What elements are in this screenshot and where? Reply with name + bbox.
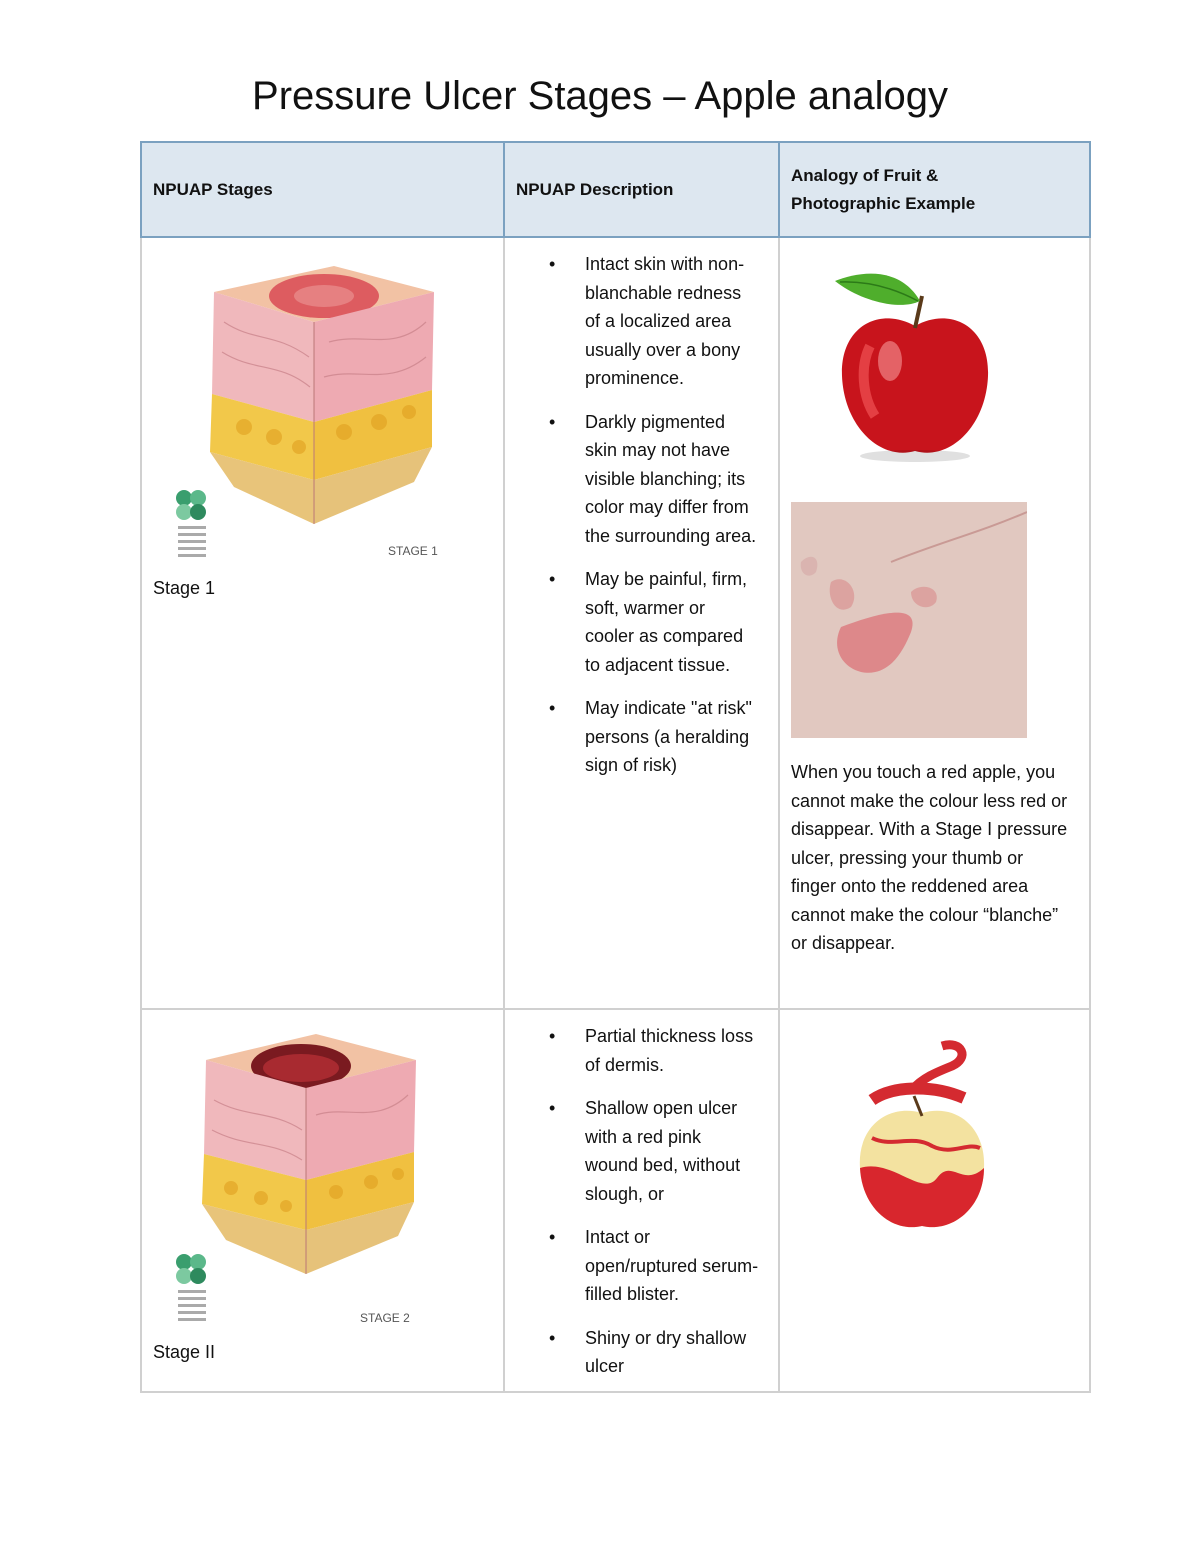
red-apple-photo [830, 266, 1000, 466]
analogy-cell [779, 237, 1090, 1009]
stage-label: Stage 1 [153, 578, 216, 598]
analogy-cell [779, 1009, 1090, 1392]
list-item: • Intact or open/ruptured serum-filled blister. [505, 1223, 767, 1309]
header-analogy [779, 142, 1090, 237]
list-item: • Partial thickness loss of dermis. [505, 1022, 767, 1079]
stage1-skin-photo [791, 502, 1027, 738]
header-analogy-text: Analogy of Fruit & Photographic Example [791, 165, 976, 213]
list-item: • Shiny or dry shallow ulcer [505, 1324, 767, 1381]
stage-cell [141, 1009, 504, 1392]
description-cell [504, 1009, 779, 1392]
pressure-ulcer-table [140, 141, 1091, 1393]
description-list [505, 1022, 767, 1396]
diagram-caption-stage1: STAGE 1 [388, 544, 438, 558]
analogy-text: When you touch a red apple, you cannot make the colour less red or disappear. With a Stage I pressure ulcer, pressing your thumb or finger onto the reddened area cannot make the colour “blanche” or disappear. [791, 762, 1068, 953]
header-npuap-stages: NPUAP Stages [141, 142, 504, 237]
description-list [505, 250, 767, 795]
page-title: Pressure Ulcer Stages – Apple analogy [252, 74, 948, 118]
description-cell [504, 237, 779, 1009]
diagram-caption-stage2: STAGE 2 [360, 1311, 410, 1325]
list-item: • Intact skin with non-blanchable redness of a localized area usually over a bony prominence. [505, 250, 767, 393]
header-npuap-description: NPUAP Description [504, 142, 779, 237]
list-item: • May indicate "at risk" persons (a heralding sign of risk) [505, 694, 767, 780]
list-item: • May be painful, firm, soft, warmer or cooler as compared to adjacent tissue. [505, 565, 767, 679]
list-item: • Shallow open ulcer with a red pink wound bed, without slough, or [505, 1094, 767, 1208]
list-item: • Darkly pigmented skin may not have visible blanching; its color may differ from the surrounding area. [505, 408, 767, 551]
peeled-apple-photo [852, 1038, 992, 1238]
table-row [141, 237, 1090, 1009]
skin-diagram-stage2 [186, 1030, 446, 1330]
npuap-logo [172, 488, 212, 568]
stage-cell [141, 237, 504, 1009]
stage-label: Stage II [153, 1342, 216, 1362]
table-header-row [141, 142, 1090, 237]
table-row [141, 1009, 1090, 1392]
npuap-logo [172, 1252, 212, 1332]
